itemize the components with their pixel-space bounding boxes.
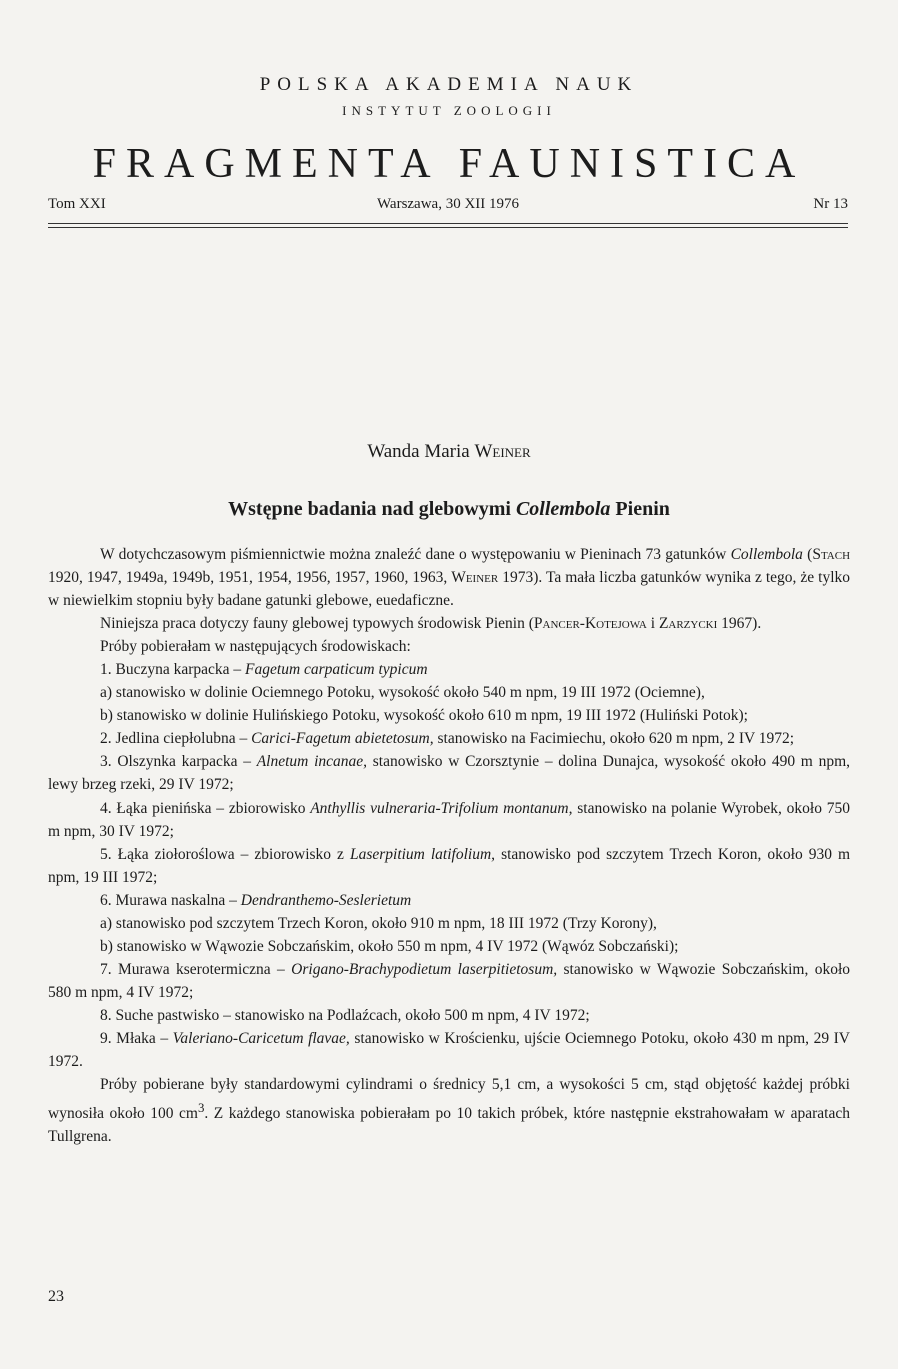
page-number: 23 (48, 1288, 64, 1305)
site-1a: a) stanowisko w dolinie Ociemnego Potoku, wysokość około 540 m npm, 19 III 1972 (Ociemne), (100, 684, 705, 702)
title-text-end: Pienin (615, 498, 670, 520)
header-rule-top (48, 223, 848, 224)
site-6: 6. Murawa naskalna – Dendranthemo-Seslerietum (100, 891, 412, 909)
site-7: 7. Murawa kserotermiczna – Origano-Brachypodietum laserpitietosum, stanowisko w Wąwozie Sobczańskim, około 580 m npm, 4 IV 1972; (48, 960, 850, 1001)
paragraph-sites-intro: Próby pobierałam w następujących środowiskach: (100, 638, 411, 656)
article-author (0, 441, 898, 463)
paragraph-intro: W dotychczasowym piśmiennictwie można znaleźć dane o występowaniu w Pieninach 73 gatunków Collembola (Stach 1920, 1947, 1949a, 1949b, 1951, 1954, 1956, 1957, 1960, 1963, Weiner 1973). Ta mała liczba gatunków wynika z tego, że tylko w niewielkim stopniu były badane gatunki glebowe, euedaficzne. (48, 546, 851, 610)
article-body (48, 543, 850, 1148)
site-2: 2. Jedlina ciepłolubna – Carici-Fagetum abietetosum, stanowisko na Facimiechu, około 620 m npm, 2 IV 1972; (100, 730, 795, 748)
site-8: 8. Suche pastwisko – stanowisko na Podlaźcach, około 500 m npm, 4 IV 1972; (100, 1006, 590, 1024)
paragraph-methods: Próby pobierane były standardowymi cylindrami o średnicy 5,1 cm, a wysokości 5 cm, stąd objętość każdej próbki wynosiła około 100 $cm^3$. Z każdego stanowiska pobierałam po 10 takich próbek, które następnie ekstrahowałam w aparatach Tullgrena. (48, 1076, 850, 1146)
site-4: 4. Łąka pienińska – zbiorowisko Anthyllis vulneraria-Trifolium montanum, stanowisko na polanie Wyrobek, około 750 m npm, 30 IV 1972; (48, 799, 850, 840)
site-6a: a) stanowisko pod szczytem Trzech Koron, około 910 m npm, 18 III 1972 (Trzy Korony), (100, 914, 657, 932)
academy-name: POLSKA AKADEMIA NAUK (259, 74, 639, 95)
article-title (0, 498, 898, 521)
issue-date: Warszawa, 30 XII 1976 (376, 196, 520, 212)
institute-name: INSTYTUT ZOOLOGII (342, 103, 556, 118)
site-9: 9. Młaka – Valeriano-Caricetum flavae, stanowisko w Krościenku, ujście Ociemnego Potoku, około 430 m npm, 29 IV 1972. (48, 1029, 851, 1071)
site-6b: b) stanowisko w Wąwozie Sobczańskim, około 550 m npm, 4 IV 1972 (Wąwóz Sobczański); (100, 937, 679, 955)
header-rule-bottom (48, 227, 848, 228)
title-text-start: Wstępne badania nad glebowymi (228, 498, 511, 520)
journal-title: FRAGMENTA FAUNISTICA (92, 141, 806, 187)
author-given-names: Wanda Maria (367, 441, 470, 462)
site-1: 1. Buczyna karpacka – Fagetum carpaticum typicum (100, 661, 428, 679)
site-1b: b) stanowisko w dolinie Hulińskiego Potoku, wysokość około 610 m npm, 19 III 1972 (Huliński Potok); (100, 707, 748, 725)
author-surname: Weiner (474, 441, 531, 462)
volume-label: Tom XXI (48, 196, 106, 212)
issue-number: Nr 13 (813, 196, 848, 212)
site-5: 5. Łąka ziołoroślowa – zbiorowisko z Laserpitium latifolium, stanowisko pod szczytem Trzech Koron, około 930 m npm, 19 III 1972; (48, 845, 851, 886)
title-taxon: Collembola (515, 498, 611, 520)
site-3: 3. Olszynka karpacka – Alnetum incanae, stanowisko w Czorsztynie – dolina Dunajca, wysokość około 490 m npm, lewy brzeg rzeki, 29 IV 1972; (48, 753, 850, 794)
paragraph-scope: Niniejsza praca dotyczy fauny glebowej typowych środowisk Pienin (Pancer-Kotejowa i Zarzycki 1967). (100, 615, 762, 633)
